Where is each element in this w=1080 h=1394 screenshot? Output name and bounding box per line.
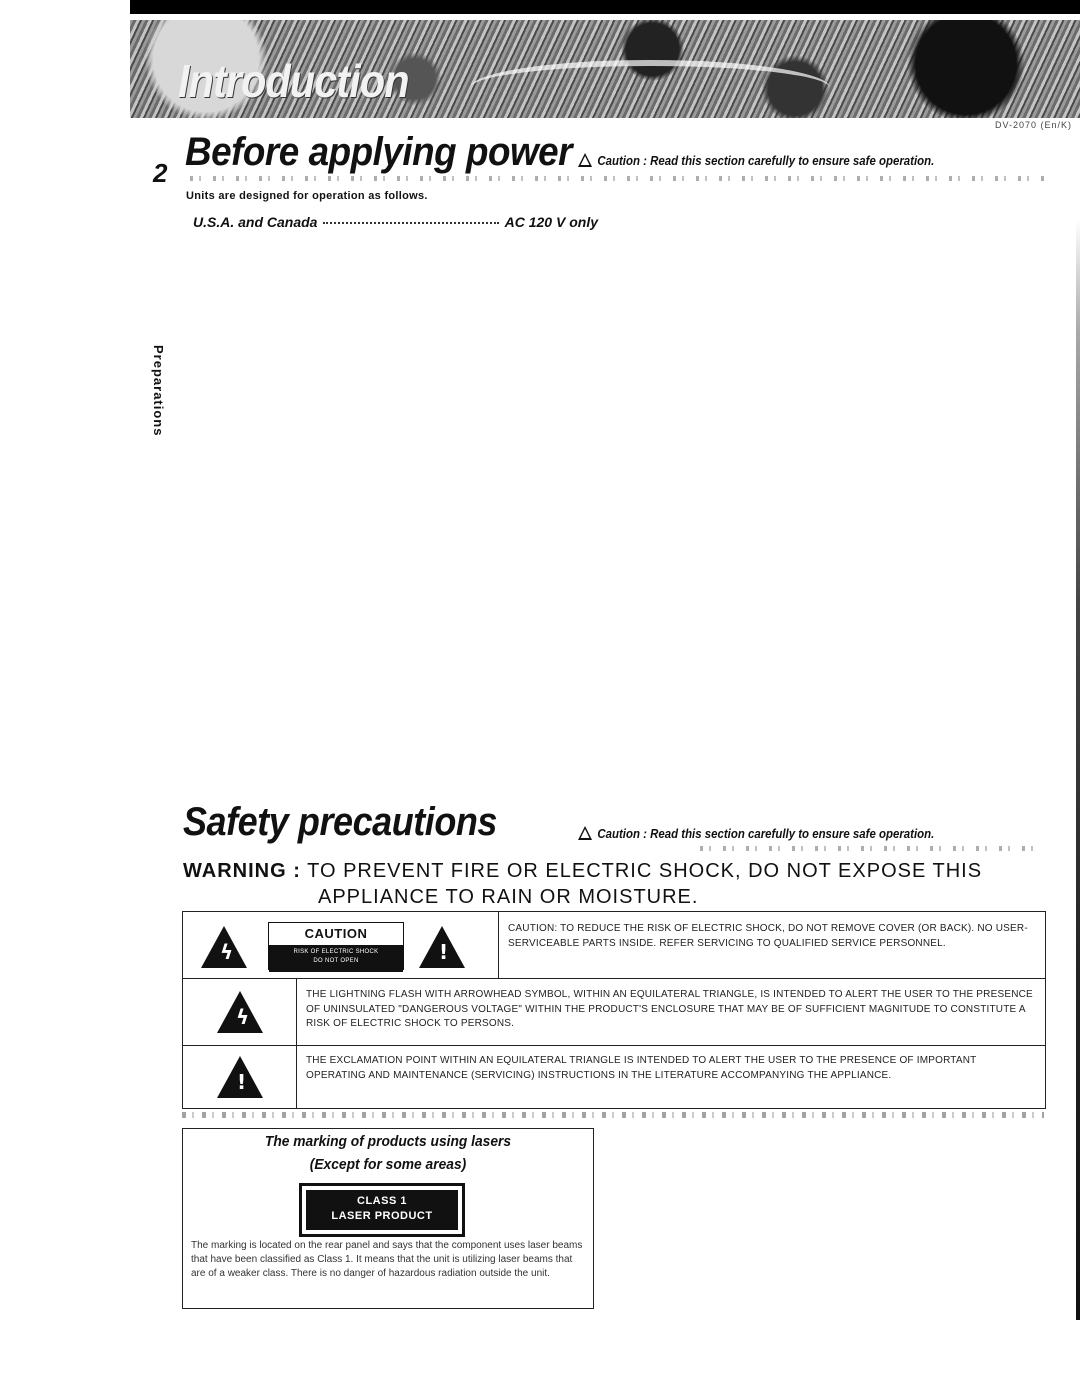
region-label: U.S.A. and Canada	[193, 214, 318, 230]
voltage-row	[193, 214, 598, 230]
safety-heading: Safety precautions	[183, 800, 498, 844]
banner-decoration	[470, 60, 830, 116]
caution-label-subtitle	[269, 945, 403, 972]
top-black-bar	[130, 0, 1080, 14]
laser-title: The marking of products using lasers	[264, 1133, 512, 1150]
laser-description: The marking is located on the rear panel and says that the component uses laser beams that have been classified as Class 1. It means that the unit is utilizing laser beams that are of a weaker class. There is no danger of hazardous radiation outside the unit.	[191, 1240, 583, 1279]
warning-block	[183, 858, 1043, 910]
lightning-symbol-cell	[183, 979, 297, 1045]
header-banner	[130, 20, 1080, 118]
exclamation-text: THE EXCLAMATION POINT WITHIN AN EQUILATERAL TRIANGLE IS INTENDED TO ALERT THE USER TO THE PRESENCE OF IMPORTANT OPERATING AND MAINTENANCE (SERVICING) INSTRUCTIONS IN THE LITERATURE ACCOMPANYING THE APPLIANCE.	[306, 1055, 977, 1081]
caution-label-title: CAUTION	[304, 926, 368, 941]
power-heading: Before applying power	[185, 130, 573, 174]
caution-label-cell	[183, 912, 499, 979]
caution-triangle-icon	[578, 826, 592, 840]
print-speckle	[700, 846, 1045, 851]
laser-marking-box	[182, 1128, 594, 1309]
caution-label-do-not-open: DO NOT OPEN	[313, 958, 359, 964]
warning-label: WARNING :	[183, 860, 301, 882]
page-number: 2	[153, 158, 168, 188]
warning-line-2: APPLIANCE TO RAIN OR MOISTURE.	[318, 886, 699, 908]
class-label: CLASS 1	[357, 1195, 407, 1207]
class1-label-inner	[306, 1190, 458, 1230]
exclamation-triangle-icon: !	[419, 926, 465, 968]
section-title: Introduction	[178, 55, 409, 107]
class1-laser-label	[299, 1183, 465, 1237]
caution-label	[268, 922, 404, 970]
safety-caution-note	[578, 826, 934, 841]
table-divider	[183, 1045, 1045, 1046]
laser-subtitle: (Except for some areas)	[309, 1156, 467, 1173]
exclamation-symbol-cell	[183, 1046, 297, 1108]
caution-label-risk: RISK OF ELECTRIC SHOCK	[293, 949, 379, 955]
table-divider	[183, 978, 1045, 979]
page-edge-shadow	[1076, 220, 1080, 1320]
units-note: Units are designed for operation as follows.	[186, 190, 428, 202]
print-speckle	[190, 176, 1045, 181]
dot-leader	[323, 222, 498, 224]
laser-product-label: LASER PRODUCT	[331, 1210, 433, 1222]
caution-triangle-icon	[578, 153, 592, 167]
lightning-triangle-icon: ϟ	[217, 991, 263, 1033]
side-tab-label: Preparations	[151, 345, 166, 437]
print-speckle	[182, 1112, 1044, 1118]
warning-line-1: TO PREVENT FIRE OR ELECTRIC SHOCK, DO NOT EXPOSE THIS	[307, 860, 983, 882]
voltage-value: AC 120 V only	[504, 214, 598, 230]
power-caution-note	[578, 153, 934, 168]
safety-caution-text: Caution : Read this section carefully to ensure safe operation.	[597, 826, 935, 841]
lightning-text: THE LIGHTNING FLASH WITH ARROWHEAD SYMBOL, WITHIN AN EQUILATERAL TRIANGLE, IS INTENDED TO ALERT THE USER TO THE PRESENCE OF UNINSULATED "DANGEROUS VOLTAGE" WITHIN THE PRODUCT'S ENCLOSURE THAT MAY BE OF SUFFICIENT MAGNITUDE TO CONSTITUTE A RISK OF ELECTRIC SHOCK TO PERSONS.	[306, 989, 1033, 1029]
exclamation-triangle-icon: !	[217, 1056, 263, 1098]
model-code: DV-2070 (En/K)	[994, 120, 1072, 130]
safety-symbol-table	[182, 911, 1046, 1109]
power-caution-text: Caution : Read this section carefully to ensure safe operation.	[597, 153, 935, 168]
lightning-triangle-icon: ϟ	[201, 926, 247, 968]
caution-text: CAUTION: TO REDUCE THE RISK OF ELECTRIC SHOCK, DO NOT REMOVE COVER (OR BACK). NO USER-SERVICEABLE PARTS INSIDE. REFER SERVICING TO QUALIFIED SERVICE PERSONNEL.	[508, 923, 1028, 949]
